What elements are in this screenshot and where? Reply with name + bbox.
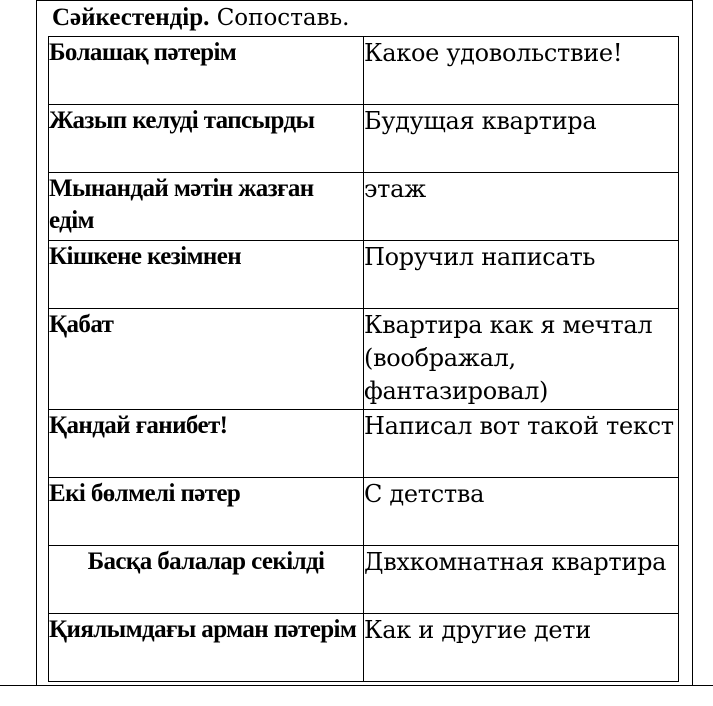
ru-phrase: Поручил написать: [364, 241, 679, 309]
kz-phrase: Кішкене кезімнен: [49, 241, 364, 309]
ru-phrase: Квартира как я мечтал (воображал, фантазировал): [364, 309, 679, 410]
ru-phrase: Как и другие дети: [364, 614, 679, 682]
ru-phrase: Написал вот такой текст: [364, 410, 679, 478]
page-frame-right: [692, 0, 693, 686]
table-row: [49, 173, 679, 241]
page-frame-left: [36, 0, 37, 686]
page-frame-top: [36, 0, 693, 1]
ru-phrase: Двхкомнатная квартира: [364, 546, 679, 614]
kz-phrase: Жазып келуді тапсырды: [49, 105, 364, 173]
table-row: [49, 241, 679, 309]
ru-phrase: Какое удовольствие!: [364, 37, 679, 105]
table-row: [49, 410, 679, 478]
task-heading-kz: Сәйкестендір.: [52, 4, 210, 31]
matching-table: [48, 36, 679, 682]
page-frame-bottom: [0, 685, 713, 686]
table-row: [49, 105, 679, 173]
ru-phrase: Будущая квартира: [364, 105, 679, 173]
ru-phrase: С детства: [364, 478, 679, 546]
table-row: [49, 478, 679, 546]
kz-phrase: Қабат: [49, 309, 364, 410]
table-row: [49, 309, 679, 410]
ru-phrase: этаж: [364, 173, 679, 241]
task-heading-ru: Сопоставь.: [216, 5, 350, 31]
task-heading: [52, 3, 349, 33]
kz-phrase: Мынандай мәтін жазған едім: [49, 173, 364, 241]
table-row: [49, 614, 679, 682]
table-row: [49, 546, 679, 614]
kz-phrase: Басқа балалар секілді: [49, 546, 364, 614]
kz-phrase: Екі бөлмелі пәтер: [49, 478, 364, 546]
kz-phrase: Болашақ пәтерім: [49, 37, 364, 105]
kz-phrase: Қиялымдағы арман пәтерім: [49, 614, 364, 682]
kz-phrase: Қандай ғанибет!: [49, 410, 364, 478]
table-row: [49, 37, 679, 105]
